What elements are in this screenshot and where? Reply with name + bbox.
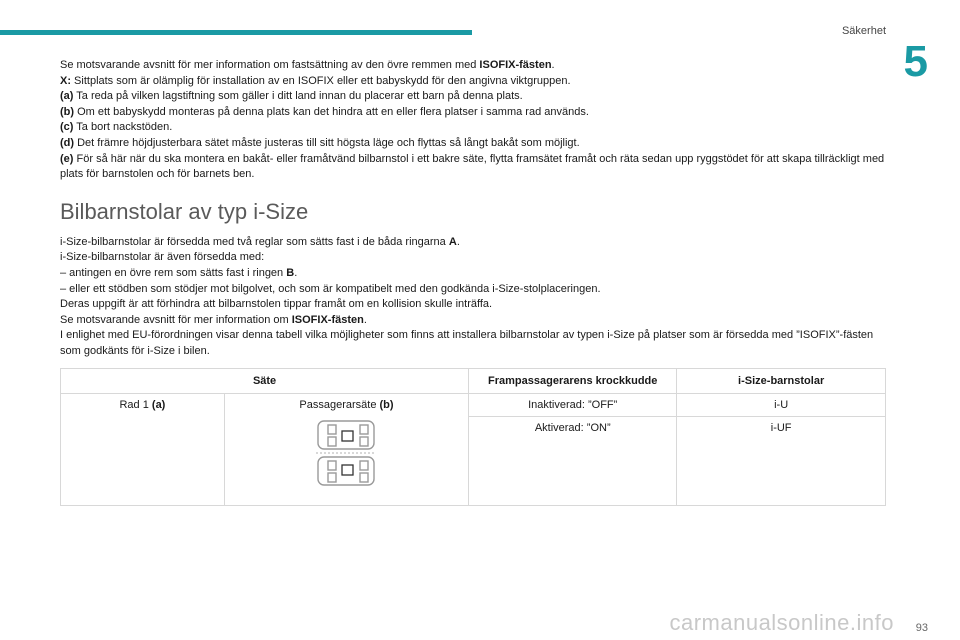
row-label-cell: Rad 1 (a) xyxy=(61,394,225,506)
table-row xyxy=(61,394,886,417)
note-x: X: Sittplats som är olämplig för installation av en ISOFIX eller ett babyskydd för den angivna viktgruppen. xyxy=(60,74,571,87)
isize-paragraph: Deras uppgift är att förhindra att bilbarnstolen tippar framåt om en kollision skulle inträffa. xyxy=(60,298,493,311)
note-b: (b) Om ett babyskydd monteras på denna plats kan det hindra att en eller flera platser i samma rad används. xyxy=(60,105,589,118)
isize-u-cell: i-U xyxy=(677,394,886,417)
isize-paragraph: I enlighet med EU-förordningen visar denna tabell vilka möjligheter som finns att installera bilbarnstolar av typen i-Size på platser som är försedda med ”ISOFIX”-fästen som godkänts för i-Size i bilen. xyxy=(60,329,874,357)
seat-cell: Passagerarsäte (b) xyxy=(224,394,468,506)
note-d: (d) Det främre höjdjusterbara sätet måste justeras till sitt högsta läge och flyttas så långt bakåt som möjligt. xyxy=(60,136,580,149)
section-title: Säkerhet xyxy=(841,25,886,37)
header-isize: i-Size-barnstolar xyxy=(677,369,886,394)
page-number: 93 xyxy=(915,622,928,634)
airbag-off-cell: Inaktiverad: ”OFF” xyxy=(469,394,677,417)
isize-uf-cell: i-UF xyxy=(677,417,886,506)
isize-list-item: – eller ett stödben som stödjer mot bilgolvet, och som är kompatibelt med den godkända i-Size-stolplaceringen. xyxy=(60,282,601,295)
top-accent-bar xyxy=(0,30,472,35)
page-content xyxy=(60,58,886,360)
note-a: (a) Ta reda på vilken lagstiftning som gäller i ditt land innan du placerar ett barn på denna plats. xyxy=(60,90,523,103)
car-seat-position-icon xyxy=(314,417,378,489)
note-c: (c) Ta bort nackstöden. xyxy=(60,121,173,134)
note-e: (e) För så här när du ska montera en bakåt- eller framåtvänd bilbarnstol i ett bakre säte, flytta framsätet framåt och räta sedan upp ryggstödet för att skapa tillräckligt med plats för barnstolen och för barnets ben. xyxy=(60,152,885,181)
isize-table xyxy=(60,368,886,506)
isize-paragraph: i-Size-bilbarnstolar är försedda med två reglar som sätts fast i de båda ringarna A. xyxy=(60,235,460,248)
watermark: carmanualsonline.info xyxy=(669,610,894,635)
section-heading: Bilbarnstolar av typ i-Size xyxy=(60,198,309,224)
header-seat: Säte xyxy=(61,369,469,394)
chapter-number: 5 xyxy=(903,37,928,86)
isize-paragraph: Se motsvarande avsnitt för mer information om ISOFIX-fästen. xyxy=(60,313,367,326)
table-header-row xyxy=(61,369,886,394)
paragraph-isofix-ref: Se motsvarande avsnitt för mer information om fastsättning av den övre remmen med ISOFIX-fästen. xyxy=(60,59,555,71)
airbag-on-cell: Aktiverad: ”ON” xyxy=(469,417,677,506)
isize-list-item: – antingen en övre rem som sätts fast i ringen B. xyxy=(60,266,298,279)
isize-paragraph: i-Size-bilbarnstolar är även försedda med: xyxy=(60,251,265,264)
header-airbag: Frampassagerarens krockkudde xyxy=(469,369,677,394)
